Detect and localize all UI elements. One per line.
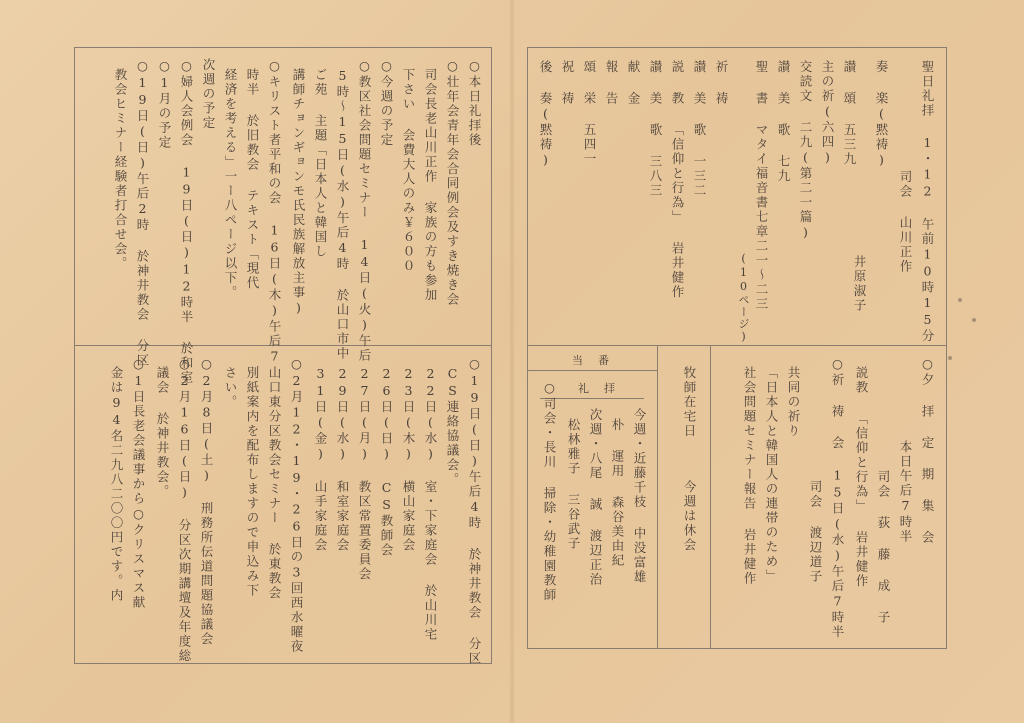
schedule-line: 22日(水) 室・下家庭会 於山川宅	[423, 366, 438, 642]
schedule-line: ○2月16日(日) 分区次期講壇及年度総	[177, 356, 192, 664]
announcement-line: ○本日礼拝後	[467, 58, 482, 148]
order-item: 後 奏(黙祷)	[538, 60, 553, 169]
order-item: 奏 楽(黙祷)	[874, 60, 889, 169]
order-item: 祈 祷	[714, 60, 729, 106]
order-item: 献 金	[626, 60, 641, 106]
announcement-line: 教会ヒミナー経験者打合せ会。	[113, 68, 128, 271]
order-item: 讃 美 歌 一三二	[692, 60, 707, 198]
duty-line: 朴 運用 森谷美由紀	[610, 418, 625, 568]
right-lower-divider-2	[657, 345, 658, 649]
schedule-line: 山口東分区教会セミナー 於東教会	[267, 366, 282, 601]
duty-line: ○司会・長川 掃除・幼稚園教師	[542, 380, 557, 603]
prayer-leader: 司会 渡辺道子	[808, 480, 823, 584]
prayer-topic: 「日本人と韓国人の連帯のため」	[764, 366, 779, 584]
page-speck	[972, 318, 976, 322]
schedule-line: 27日(月) 教区常置委員会	[357, 366, 372, 582]
announcement-line: ○今週の予定	[379, 58, 394, 148]
order-item: 祝 祷	[560, 60, 575, 106]
seminar-report: 社会問題セミナー報告 岩井健作	[742, 366, 757, 586]
right-lower-divider-1	[710, 345, 711, 649]
schedule-line: 金は94名二九八二〇〇円です。内	[109, 366, 124, 603]
page-speck	[948, 356, 952, 360]
duty-subheader: 礼 拝	[578, 382, 617, 395]
order-item: 聖 書 マタイ福音書七章二一〜二三	[754, 60, 769, 312]
announcement-line: 5時〜15日(水)午后4時 於山口市中	[335, 68, 350, 361]
schedule-line: ○19日(日)午后4時 於神井教会 分区	[467, 356, 482, 666]
evening-leader: 司会 荻 藤 成 子	[876, 470, 891, 625]
announcement-line: 講師チョンギョンモ氏民族解放主事)	[291, 68, 306, 317]
order-item: 讃 美 歌 七九	[776, 60, 791, 184]
prayer-meeting: ○祈 祷 会 15日(水)午后7時半	[830, 356, 845, 640]
duty-line: 松林雅子 三谷武子	[566, 418, 581, 551]
announcement-line: ○婦人会例会 19日(日)12時半 於和室	[179, 58, 194, 385]
order-item: 交読文 二九(第二一篇)	[798, 60, 813, 242]
worship-title: 聖日礼拝 1・12 午前10時15分	[920, 60, 935, 344]
duty-line: 次週・八尾 誠 渡辺正治	[588, 408, 603, 587]
announcement-line: ○教区社会問題セミナー 14日(火)午后	[357, 58, 372, 363]
schedule-line: CS連絡協議会。	[445, 366, 460, 487]
worship-leader: 司会 山川正作	[898, 170, 913, 274]
order-item: 主の祈(六四)	[820, 60, 835, 167]
organist: 井原淑子	[852, 255, 867, 313]
duty-header-line	[527, 370, 657, 371]
schedule-line: 23日(木) 横山家庭会	[401, 366, 416, 553]
order-item: 讃 美 歌 三八三	[648, 60, 663, 198]
evening-title: ○夕 拝 定 期 集 会	[920, 356, 935, 545]
announcement-line: 時半 於旧教会 テキスト「現代	[245, 68, 260, 291]
announcement-line: 次週の予定	[201, 58, 216, 131]
pastor-status: 今週は休会	[682, 480, 697, 553]
announcement-line: 経済を考える」一ー八ページ以下。	[223, 68, 238, 300]
announcement-line: ご苑 主題「日本人と韓国し	[313, 68, 328, 259]
announcement-line: 司会長老山川正作 家族の方も参加	[423, 68, 438, 303]
schedule-line: ○2月8日(土) 刑務所伝道問題協議会	[199, 356, 214, 647]
schedule-line: 26日(日) CS教師会	[379, 366, 394, 558]
schedule-line: 議会 於神井教会。	[155, 366, 170, 499]
evening-time: 本日午后7時半	[898, 440, 913, 544]
order-item: 讃 頌 五三九	[842, 60, 857, 167]
right-divider	[527, 345, 947, 346]
duty-header: 当 番	[572, 354, 611, 367]
order-item: 頌 栄 五四一	[582, 60, 597, 167]
page-speck	[958, 298, 962, 302]
evening-sermon: 説教 「信仰と行為」 岩井健作	[854, 366, 869, 589]
schedule-line: 別紙案内を配布しますので申込み下	[245, 366, 260, 598]
schedule-line: ○1日長老会議事から○クリスマス献	[131, 356, 146, 610]
schedule-line: 29日(水) 和室家庭会	[335, 366, 350, 553]
order-item: 報 告	[604, 60, 619, 106]
schedule-line: さい。	[223, 366, 238, 410]
order-item: 説 教 「信仰と行為」 岩井健作	[670, 60, 685, 300]
schedule-line: ○2月12・19・26日の3回西水曜夜	[289, 356, 304, 654]
announcement-line: ○壮年会青年会合同例会及すき焼き会	[445, 58, 460, 307]
pastor-home-day: 牧師在宅日	[682, 366, 697, 439]
scripture-page: (10ページ)	[737, 252, 750, 344]
announcement-line: ○キリスト者平和の会 16日(木)午后7	[267, 58, 282, 366]
schedule-line: 31日(金) 山手家庭会	[313, 366, 328, 553]
announcement-line: 下さい 会費大人のみ￥６００	[401, 68, 416, 274]
joint-prayer: 共同の祈り	[786, 366, 801, 439]
announcement-line: ○19日(日)午后2時 於神井教会 分区	[135, 58, 150, 368]
announcement-line: ○1月の予定	[157, 58, 172, 150]
page-fold	[509, 0, 515, 723]
duty-line: 今週・近藤千枝 中没富雄	[632, 408, 647, 585]
